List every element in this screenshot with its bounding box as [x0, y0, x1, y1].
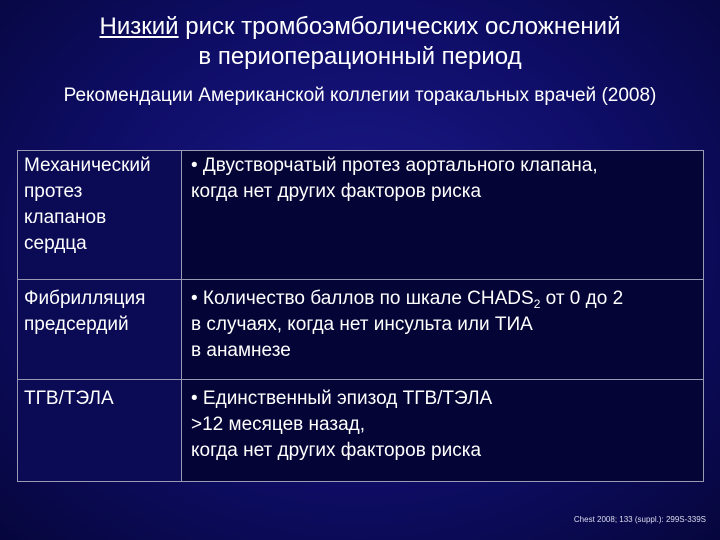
slide-title — [0, 12, 720, 72]
condition-line: клапанов — [24, 207, 107, 228]
condition-line: сердца — [24, 233, 87, 254]
citation: Chest 2008; 133 (suppl.): 299S-339S — [573, 515, 706, 524]
condition-text — [24, 286, 180, 338]
criteria-line: в анамнезе — [191, 340, 291, 361]
condition-cell — [18, 151, 182, 279]
chads-subscript: 2 — [533, 297, 541, 311]
title-line-1 — [0, 12, 720, 42]
criteria-text — [191, 386, 699, 464]
table-row-valve — [18, 151, 703, 280]
condition-text — [24, 153, 180, 257]
recommendations-table — [17, 150, 704, 482]
criteria-cell — [182, 280, 703, 379]
condition-line: протез — [24, 181, 83, 202]
condition-line: Механический — [24, 155, 151, 176]
criteria-chads-post: от 0 до 2 — [540, 288, 624, 309]
criteria-cell — [182, 151, 703, 279]
criteria-text — [191, 286, 699, 364]
condition-cell — [18, 280, 182, 379]
criteria-line: >12 месяцев назад, — [191, 414, 366, 435]
criteria-line: когда нет других факторов риска — [191, 181, 482, 202]
title-underlined-word: Низкий — [99, 13, 179, 40]
condition-cell — [18, 380, 182, 481]
slide-subtitle: Рекомендации Американской коллегии торакальных врачей (2008) — [63, 85, 657, 106]
condition-line: Фибрилляция — [24, 288, 146, 309]
condition-line: предсердий — [24, 314, 129, 335]
table-row-af — [18, 280, 703, 380]
title-line-2: в периоперационный период — [198, 43, 522, 70]
criteria-text — [191, 153, 699, 205]
criteria-line: в случаях, когда нет инсульта или ТИА — [191, 314, 533, 335]
table-row-dvt-pe — [18, 380, 703, 481]
criteria-line: когда нет других факторов риска — [191, 440, 482, 461]
condition-line: ТГВ/ТЭЛА — [24, 388, 114, 409]
criteria-line — [191, 286, 699, 312]
criteria-line: • Двустворчатый протез аортального клапана, — [191, 155, 598, 176]
title-line-1-rest: риск тромбоэмболических осложнений — [178, 13, 621, 40]
criteria-line: • Единственный эпизод ТГВ/ТЭЛА — [191, 388, 493, 409]
condition-text — [24, 386, 180, 412]
criteria-chads-pre: • Количество баллов по шкале CHADS — [191, 288, 534, 309]
criteria-cell — [182, 380, 703, 481]
